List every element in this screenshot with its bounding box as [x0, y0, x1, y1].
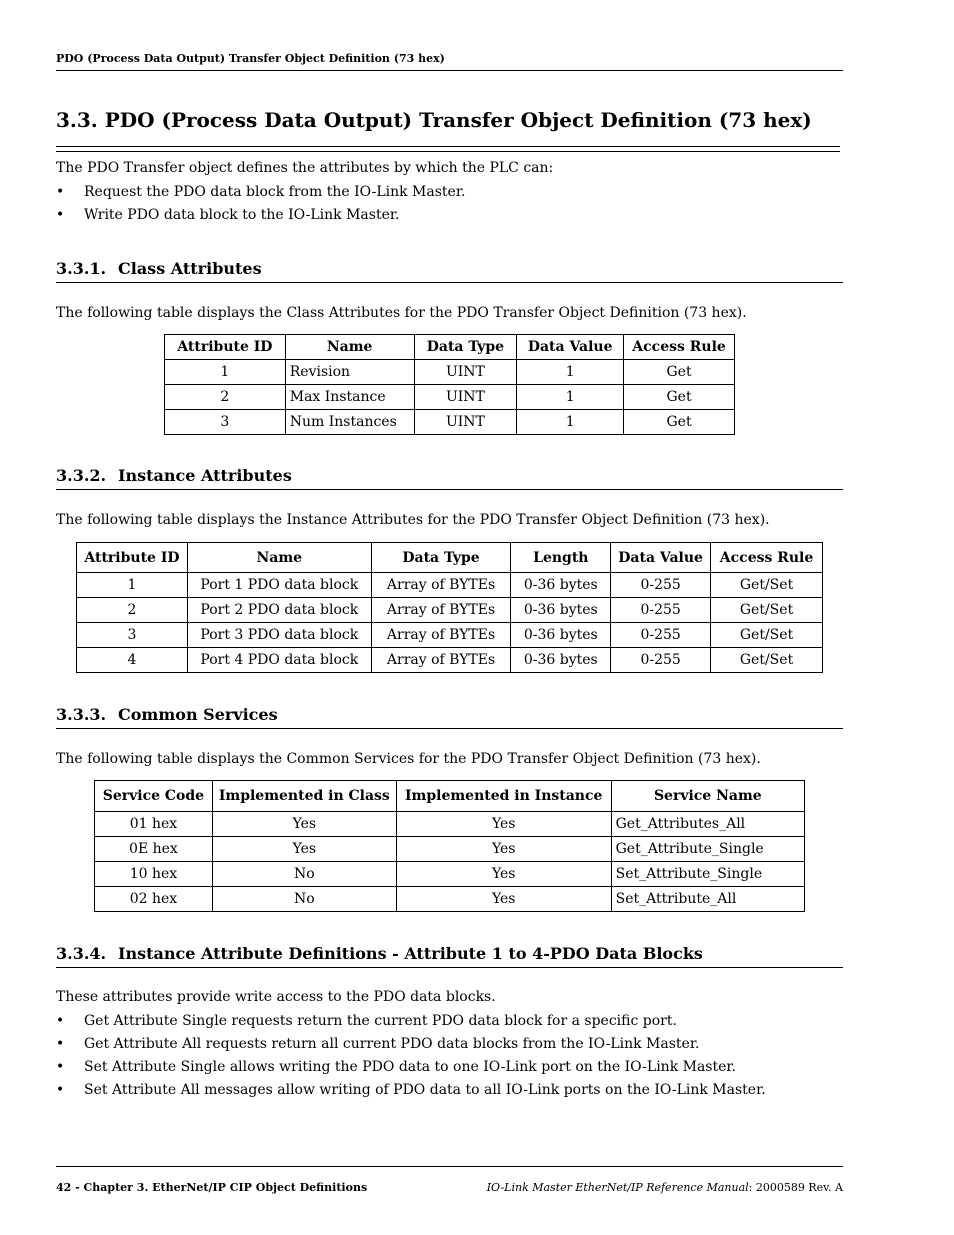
section-heading-common-services: 3.3.3. Common Services	[56, 705, 843, 729]
bullet-icon: •	[56, 1082, 65, 1098]
instance-attributes-description: The following table displays the Instance Attributes for the PDO Transfer Object Definition (73 hex).	[56, 512, 770, 528]
instance-attributes-table	[76, 542, 823, 673]
class-attributes-table	[164, 334, 735, 435]
page-title: 3.3. PDO (Process Data Output) Transfer Object Definition (73 hex)	[56, 108, 812, 132]
running-footer	[56, 1166, 843, 1194]
section-heading-instance-attributes: 3.3.2. Instance Attributes	[56, 466, 843, 490]
bullet-icon: •	[56, 1013, 65, 1029]
column-header: Service Code	[95, 781, 213, 812]
attribute-definitions-bullet-list	[56, 1010, 766, 1102]
column-header: Data Type	[414, 335, 517, 360]
column-header: Service Name	[611, 781, 804, 812]
bullet-icon: •	[56, 1059, 65, 1075]
column-header: Data Value	[517, 335, 624, 360]
bullet-icon: •	[56, 207, 65, 223]
document-page	[56, 0, 843, 1235]
bullet-icon: •	[56, 184, 65, 200]
column-header: Data Type	[371, 543, 511, 573]
footer-manual-reference: IO-Link Master EtherNet/IP Reference Manual: 2000589 Rev. A	[486, 1181, 843, 1194]
table-row: 10 hex No Yes Set_Attribute_Single	[95, 862, 805, 887]
list-item: • Request the PDO data block from the IO-Link Master.	[56, 181, 465, 204]
table-header-row	[77, 543, 823, 573]
common-services-description: The following table displays the Common Services for the PDO Transfer Object Definition (73 hex).	[56, 751, 761, 767]
class-attributes-description: The following table displays the Class Attributes for the PDO Transfer Object Definition (73 hex).	[56, 305, 747, 321]
column-header: Implemented in Instance	[396, 781, 611, 812]
column-header: Data Value	[611, 543, 711, 573]
table-row: 2 Max Instance UINT 1 Get	[165, 385, 735, 410]
column-header: Access Rule	[711, 543, 823, 573]
column-header: Attribute ID	[77, 543, 188, 573]
list-item: • Write PDO data block to the IO-Link Master.	[56, 204, 465, 227]
list-item: • Set Attribute All messages allow writing of PDO data to all IO-Link ports on the IO-Link Master.	[56, 1079, 766, 1102]
column-header: Attribute ID	[165, 335, 286, 360]
bullet-icon: •	[56, 1036, 65, 1052]
table-header-row	[165, 335, 735, 360]
column-header: Implemented in Class	[212, 781, 396, 812]
table-row: 02 hex No Yes Set_Attribute_All	[95, 887, 805, 912]
table-row: 3 Port 3 PDO data block Array of BYTEs 0-36 bytes 0-255 Get/Set	[77, 623, 823, 648]
table-row: 01 hex Yes Yes Get_Attributes_All	[95, 812, 805, 837]
list-item: • Get Attribute All requests return all current PDO data blocks from the IO-Link Master.	[56, 1033, 766, 1056]
list-item: • Get Attribute Single requests return the current PDO data block for a specific port.	[56, 1010, 766, 1033]
table-row: 1 Revision UINT 1 Get	[165, 360, 735, 385]
running-header: PDO (Process Data Output) Transfer Object Definition (73 hex)	[56, 52, 843, 71]
footer-page-label: 42 - Chapter 3. EtherNet/IP CIP Object Definitions	[56, 1181, 368, 1194]
table-header-row	[95, 781, 805, 812]
column-header: Access Rule	[624, 335, 735, 360]
column-header: Name	[285, 335, 414, 360]
list-item: • Set Attribute Single allows writing the PDO data to one IO-Link port on the IO-Link Master.	[56, 1056, 766, 1079]
intro-text: The PDO Transfer object defines the attributes by which the PLC can:	[56, 160, 554, 176]
table-row: 4 Port 4 PDO data block Array of BYTEs 0-36 bytes 0-255 Get/Set	[77, 648, 823, 673]
common-services-table	[94, 780, 805, 912]
table-row: 2 Port 2 PDO data block Array of BYTEs 0-36 bytes 0-255 Get/Set	[77, 598, 823, 623]
column-header: Length	[511, 543, 611, 573]
intro-bullet-list	[56, 181, 465, 227]
table-row: 3 Num Instances UINT 1 Get	[165, 410, 735, 435]
title-double-rule	[56, 146, 840, 152]
table-row: 1 Port 1 PDO data block Array of BYTEs 0-36 bytes 0-255 Get/Set	[77, 573, 823, 598]
section-heading-class-attributes: 3.3.1. Class Attributes	[56, 259, 843, 283]
table-row: 0E hex Yes Yes Get_Attribute_Single	[95, 837, 805, 862]
section-heading-attribute-definitions: 3.3.4. Instance Attribute Definitions - Attribute 1 to 4-PDO Data Blocks	[56, 944, 843, 968]
column-header: Name	[187, 543, 371, 573]
attribute-definitions-text: These attributes provide write access to the PDO data blocks.	[56, 989, 496, 1005]
